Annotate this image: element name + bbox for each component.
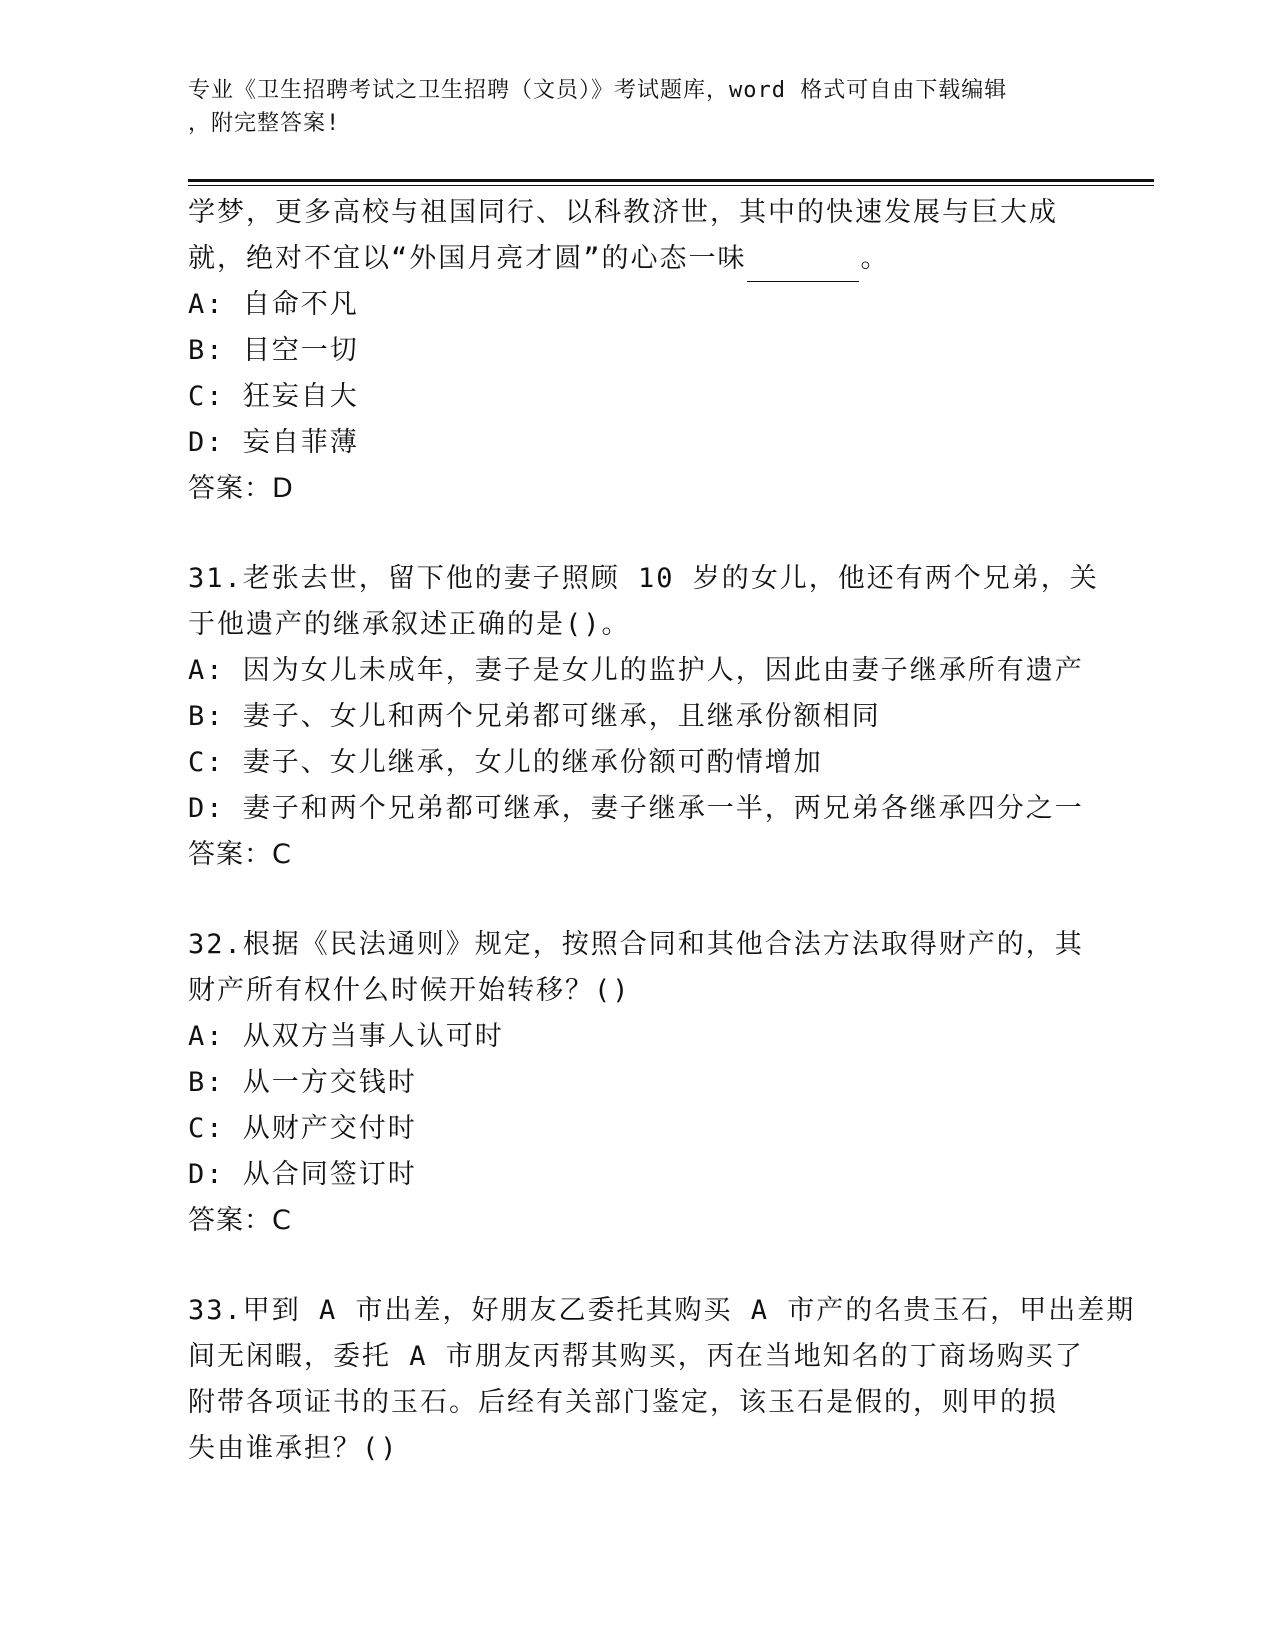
question-31 — [188, 556, 1099, 878]
option-b: B: 目空一切 — [188, 335, 359, 366]
question-text-line: 学梦，更多高校与祖国同行、以科教济世，其中的快速发展与巨大成 — [188, 197, 1058, 228]
header-divider-thin — [188, 185, 1154, 186]
header-line-2: ，附完整答案! — [188, 111, 341, 136]
option-b: B: 从一方交钱时 — [188, 1067, 417, 1098]
question-list — [188, 190, 1136, 1472]
header-divider-thick — [188, 179, 1154, 182]
option-d: D: 妻子和两个兄弟都可继承，妻子继承一半，两兄弟各继承四分之一 — [188, 793, 1084, 824]
page-header — [188, 74, 1068, 140]
question-text-line: 32.根据《民法通则》规定，按照合同和其他合法方法取得财产的，其 — [188, 929, 1084, 960]
header-line-1: 专业《卫生招聘考试之卫生招聘（文员）》考试题库，word 格式可自由下载编辑 — [188, 78, 1008, 103]
question-text-line: 财产所有权什么时候开始转移？() — [188, 975, 631, 1006]
question-text-line: 间无闲暇，委托 A 市朋友丙帮其购买，丙在当地知名的丁商场购买了 — [188, 1341, 1084, 1372]
question-30-continuation — [188, 190, 1088, 512]
question-text-line: 33.甲到 A 市出差，好朋友乙委托其购买 A 市产的名贵玉石，甲出差期 — [188, 1295, 1136, 1326]
question-text-line: 于他遗产的继承叙述正确的是()。 — [188, 609, 631, 640]
option-a: A: 从双方当事人认可时 — [188, 1021, 504, 1052]
option-b: B: 妻子、女儿和两个兄弟都可继承，且继承份额相同 — [188, 701, 881, 732]
answer-line: 答案：C — [188, 1205, 292, 1236]
option-c: C: 狂妄自大 — [188, 381, 359, 412]
answer-line: 答案：D — [188, 473, 294, 504]
option-c: C: 从财产交付时 — [188, 1113, 417, 1144]
question-text-segment: 就，绝对不宜以“外国月亮才圆”的心态一味 — [188, 243, 747, 274]
option-d: D: 从合同签订时 — [188, 1159, 417, 1190]
option-c: C: 妻子、女儿继承，女儿的继承份额可酌情增加 — [188, 747, 823, 778]
question-text-line: 附带各项证书的玉石。后经有关部门鉴定，该玉石是假的，则甲的损 — [188, 1387, 1058, 1418]
option-d: D: 妄自菲薄 — [188, 427, 359, 458]
option-a: A: 自命不凡 — [188, 289, 359, 320]
fill-in-blank — [747, 251, 859, 282]
answer-line: 答案：C — [188, 839, 292, 870]
question-text-line: 失由谁承担？() — [188, 1433, 399, 1464]
question-text-line — [188, 236, 1088, 282]
question-33 — [188, 1288, 1136, 1472]
question-text-segment: 。 — [860, 243, 890, 274]
question-32 — [188, 922, 1088, 1244]
option-a: A: 因为女儿未成年，妻子是女儿的监护人，因此由妻子继承所有遗产 — [188, 655, 1084, 686]
question-text-line: 31.老张去世，留下他的妻子照顾 10 岁的女儿，他还有两个兄弟，关 — [188, 563, 1099, 594]
